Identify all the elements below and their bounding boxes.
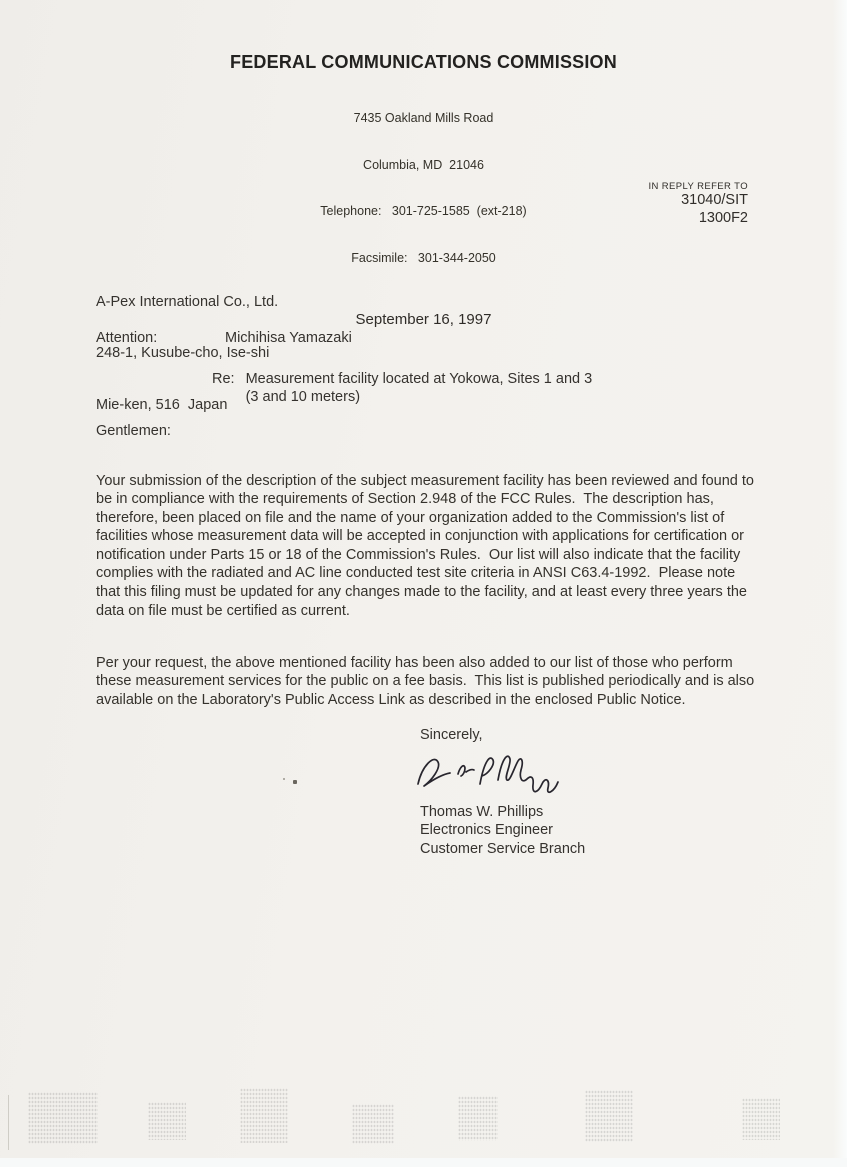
scan-speckle bbox=[283, 778, 285, 780]
telephone-line: Telephone: 301-725-1585 (ext-218) bbox=[320, 204, 527, 218]
subject-label: Re: bbox=[212, 371, 235, 387]
signer-branch: Customer Service Branch bbox=[420, 840, 586, 857]
scan-artifact bbox=[148, 1102, 186, 1140]
scan-artifact bbox=[458, 1096, 498, 1141]
body-paragraph-2: Per your request, the above mentioned facility has been also added to our list of those who perform these measurement services for the public on a fee basis. This list is published periodically and is also available on the Laboratory's Public Access Link as described in the enclosed Public Notice. bbox=[96, 654, 759, 708]
scanner-edge-bottom bbox=[0, 1158, 847, 1167]
reply-reference-block bbox=[648, 181, 748, 227]
reply-reference-label: IN REPLY REFER TO bbox=[648, 181, 748, 192]
closing-block bbox=[420, 727, 585, 858]
recipient-street: 248-1, Kusube-cho, Ise-shi bbox=[96, 345, 270, 362]
signer-title: Electronics Engineer bbox=[420, 822, 553, 839]
subject-text-line-2: (3 and 10 meters) bbox=[245, 388, 361, 405]
body-paragraph-1: Your submission of the description of the subject measurement facility has been reviewed and found to be in compliance with the requirements of Section 2.948 of the FCC Rules. The description has, therefore, been placed on file and the name of your organization added to the Commission's list of facilities whose measurement data will be accepted in conjunction with applications for certification or notification under Parts 15 or 18 of the Commission's Rules. Our list will also indicate that the facility complies with the radiated and AC line conducted test site criteria in ANSI C63.4-1992. Please note that this filing must be updated for any changes made to the facility, and at least every three years the data on file must be certified as current. bbox=[96, 472, 759, 619]
scan-artifact bbox=[28, 1092, 98, 1144]
facsimile-line: Facsimile: 301-344-2050 bbox=[351, 250, 496, 265]
reply-reference-number-1: 31040/SIT bbox=[681, 192, 748, 208]
scan-artifact bbox=[352, 1104, 394, 1144]
address-line-2: Columbia, MD 21046 bbox=[363, 157, 484, 172]
recipient-region: Mie-ken, 516 Japan bbox=[96, 397, 228, 414]
recipient-address bbox=[96, 259, 278, 449]
reply-reference-number-2: 1300F2 bbox=[698, 209, 748, 226]
attention-label: Attention: bbox=[96, 330, 158, 346]
subject-line bbox=[212, 371, 592, 406]
address-line-1: 7435 Oakland Mills Road bbox=[353, 111, 494, 125]
attention-name: Michihisa Yamazaki bbox=[225, 330, 352, 346]
signature-icon bbox=[414, 746, 564, 798]
scan-artifact bbox=[240, 1088, 288, 1143]
salutation: Gentlemen: bbox=[96, 423, 171, 439]
attention-line bbox=[96, 330, 352, 346]
scan-artifact bbox=[8, 1095, 9, 1150]
subject-text bbox=[246, 371, 593, 406]
signer-name: Thomas W. Phillips bbox=[420, 804, 544, 820]
valediction: Sincerely, bbox=[420, 727, 483, 743]
scan-artifact bbox=[585, 1090, 633, 1142]
scan-artifact bbox=[742, 1098, 780, 1140]
scan-speckle bbox=[293, 780, 297, 784]
letter-date: September 16, 1997 bbox=[355, 311, 492, 328]
org-name: FEDERAL COMMUNICATIONS COMMISSION bbox=[230, 52, 617, 72]
recipient-company: A-Pex International Co., Ltd. bbox=[96, 293, 279, 310]
subject-text-line-1: Measurement facility located at Yokowa, Sites 1 and 3 bbox=[245, 371, 593, 387]
